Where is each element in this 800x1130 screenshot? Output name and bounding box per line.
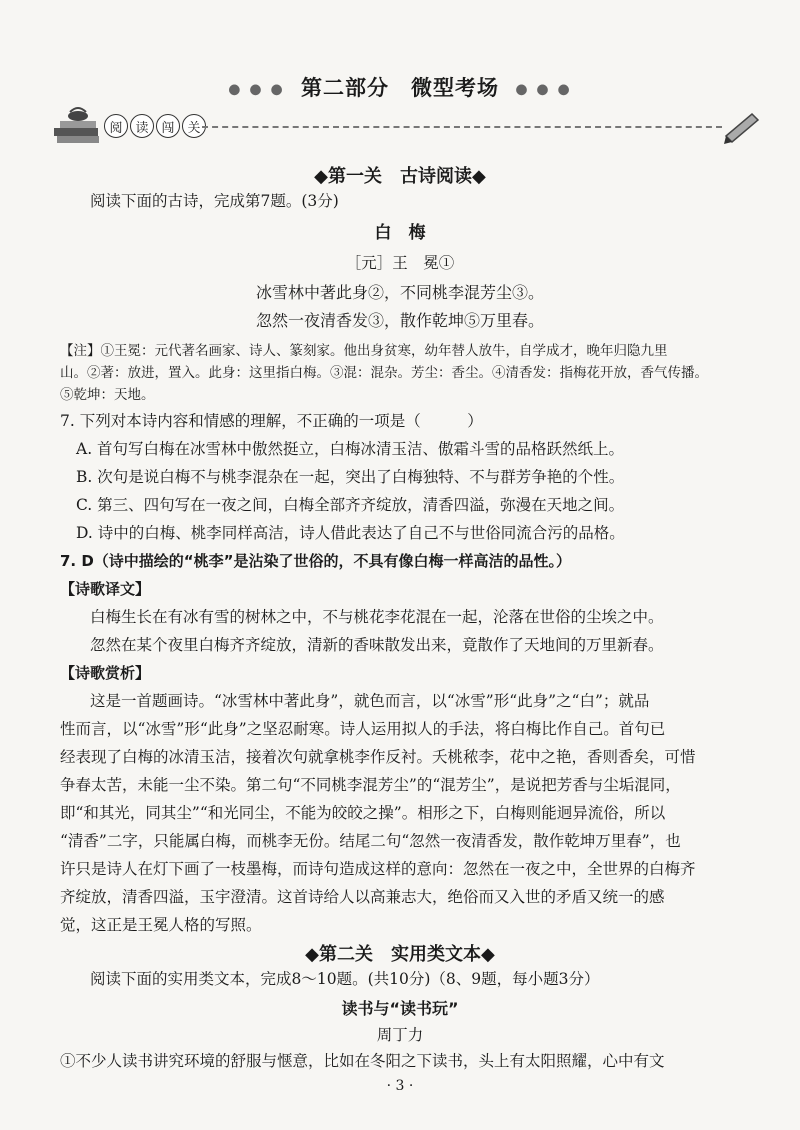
option-a: A. 首句写白梅在冰雪林中傲然挺立，白梅冰清玉洁、傲霜斗雪的品格跃然纸上。 bbox=[76, 440, 625, 458]
pencil-icon bbox=[722, 106, 762, 146]
instruction: 阅读下面的古诗，完成第7题。(3分) bbox=[90, 192, 339, 210]
appreciation-line: 觉，这正是王冕人格的写照。 bbox=[60, 916, 262, 934]
question-stem: 7. 下列对本诗内容和情感的理解，不正确的一项是（ ） bbox=[60, 412, 483, 430]
dashed-divider bbox=[202, 126, 722, 128]
translation-line: 忽然在某个夜里白梅齐齐绽放，清新的香味散发出来，竟散作了天地间的万里新春。 bbox=[90, 636, 664, 654]
note-line: 【注】①王冕：元代著名画家、诗人、篆刻家。他出身贫寒，幼年替人放牛，自学成才，晚年归隐九里 bbox=[60, 343, 668, 359]
appreciation-line: 齐绽放，清香四溢，玉宇澄清。这首诗给人以高兼志大，绝俗而又入世的矛盾又统一的感 bbox=[60, 888, 665, 906]
part-title: 第二部分 微型考场 bbox=[301, 75, 499, 100]
poem-author: ［元］王 冕① bbox=[345, 254, 455, 272]
left-decor-dots: ● ● ● bbox=[228, 81, 285, 98]
poem-line: 冰雪林中著此身②，不同桃李混芳尘③。 bbox=[255, 283, 544, 302]
appreciation-line: 即“和其光，同其尘”“和光同尘，不能为皎皎之操”。相形之下，白梅则能迥异流俗，所以 bbox=[60, 804, 666, 822]
section-heading: ◆第一关 古诗阅读◆ bbox=[314, 166, 486, 187]
note-line: ⑤乾坤：天地。 bbox=[60, 387, 155, 403]
appreciation-line: 这是一首题画诗。“冰雪林中著此身”，就色而言，以“冰雪”形“此身”之“白”；就品 bbox=[90, 692, 650, 710]
appreciation-line: 争春太苦，未能一尘不染。第二句“不同桃李混芳尘”的“混芳尘”，是说把芳香与尘垢混同， bbox=[60, 776, 681, 794]
poem-title: 白 梅 bbox=[374, 223, 426, 243]
answer: 7. D（诗中描绘的“桃李”是沾染了世俗的，不具有像白梅一样高洁的品性。） bbox=[60, 552, 572, 570]
article-title: 读书与“读书玩” bbox=[341, 999, 459, 1018]
badge-char: 阅 bbox=[104, 114, 128, 138]
books-teacup-icon bbox=[52, 102, 104, 146]
badge-char: 闯 bbox=[156, 114, 180, 138]
translation-tag: 【诗歌译文】 bbox=[60, 580, 151, 598]
appreciation-line: 许只是诗人在灯下画了一枝墨梅，而诗句造成这样的意向：忽然在一夜之中，全世界的白梅齐 bbox=[60, 860, 696, 878]
right-decor-dots: ● ● ● bbox=[515, 81, 572, 98]
part-header bbox=[0, 72, 800, 102]
article-first-line: ①不少人读书讲究环境的舒服与惬意，比如在冬阳之下读书，头上有太阳照耀，心中有文 bbox=[60, 1052, 665, 1070]
poem-line: 忽然一夜清香发③，散作乾坤⑤万里春。 bbox=[255, 311, 544, 330]
appreciation-line: 经表现了白梅的冰清玉洁，接着次句就拿桃李作反衬。夭桃秾李，花中之艳，香则香矣，可惜 bbox=[60, 748, 696, 766]
option-c: C. 第三、四句写在一夜之间，白梅全部齐齐绽放，清香四溢，弥漫在天地之间。 bbox=[76, 496, 625, 514]
note-line: 山。②著：放进，置入。此身：这里指白梅。③混：混杂。芳尘：香尘。④清香发：指梅花开放，香气传播。 bbox=[60, 365, 708, 381]
translation-line: 白梅生长在有冰有雪的树林之中，不与桃花李花混在一起，沦落在世俗的尘埃之中。 bbox=[90, 608, 664, 626]
article-author: 周丁力 bbox=[376, 1026, 424, 1044]
badge-chars bbox=[104, 114, 206, 138]
badge-char: 读 bbox=[130, 114, 154, 138]
page-number: · 3 · bbox=[386, 1078, 414, 1094]
section-heading: ◆第二关 实用类文本◆ bbox=[305, 944, 495, 965]
badge-char: 关 bbox=[182, 114, 206, 138]
option-b: B. 次句是说白梅不与桃李混杂在一起，突出了白梅独特、不与群芳争艳的个性。 bbox=[76, 468, 625, 486]
reading-badge-row bbox=[52, 102, 762, 148]
option-d: D. 诗中的白梅、桃李同样高洁，诗人借此表达了自己不与世俗同流合污的品格。 bbox=[76, 524, 625, 542]
appreciation-line: “清香”二字，只能属白梅，而桃李无份。结尾二句“忽然一夜清香发，散作乾坤万里春”，也 bbox=[60, 832, 681, 850]
instruction: 阅读下面的实用类文本，完成8～10题。(共10分)（8、9题，每小题3分） bbox=[90, 970, 600, 988]
appreciation-tag: 【诗歌赏析】 bbox=[60, 664, 151, 682]
appreciation-line: 性而言，以“冰雪”形“此身”之坚忍耐寒。诗人运用拟人的手法，将白梅比作自己。首句已 bbox=[60, 720, 666, 738]
